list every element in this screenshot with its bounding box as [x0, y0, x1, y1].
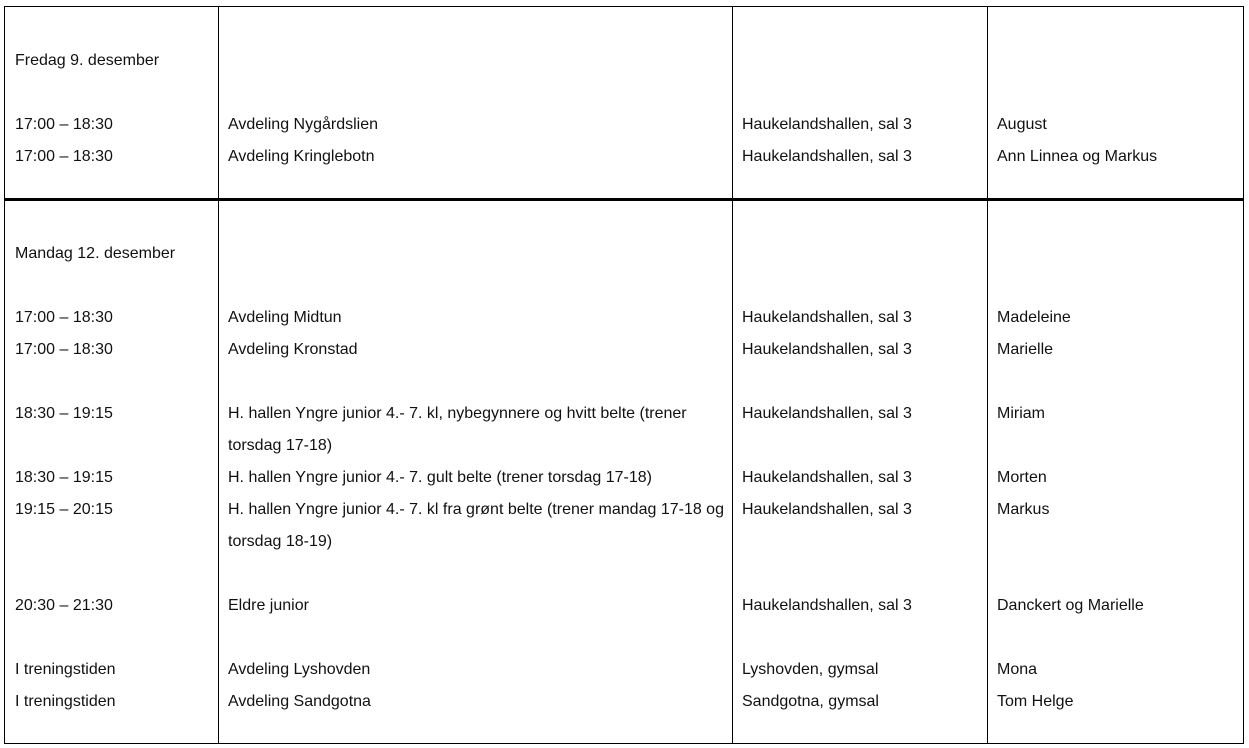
row-activity: H. hallen Yngre junior 4.- 7. kl, nybegynnere og hvitt belte (trener torsdag 17-18) [228, 405, 687, 454]
row-location: Haukelandshallen, sal 3 [742, 405, 912, 422]
row-trainer: Mona [997, 661, 1038, 678]
row-time: 17:00 – 18:30 [15, 341, 113, 358]
column-divider [218, 7, 219, 198]
row-location: Haukelandshallen, sal 3 [742, 501, 912, 518]
row-activity: Avdeling Sandgotna [228, 693, 371, 710]
column-divider [732, 201, 733, 743]
schedule-table [4, 6, 1244, 744]
column-divider [732, 7, 733, 198]
column-divider [218, 201, 219, 743]
row-time: 20:30 – 21:30 [15, 597, 113, 614]
row-location: Haukelandshallen, sal 3 [742, 597, 912, 614]
row-activity: Avdeling Kringlebotn [228, 148, 375, 165]
row-trainer: Ann Linnea og Markus [997, 148, 1158, 165]
column-divider [987, 7, 988, 198]
row-activity: Avdeling Lyshovden [228, 661, 371, 678]
row-trainer: Madeleine [997, 309, 1071, 326]
row-trainer: Tom Helge [997, 693, 1074, 710]
row-activity: H. hallen Yngre junior 4.- 7. gult belte (trener torsdag 17-18) [228, 469, 652, 486]
row-trainer: August [997, 116, 1047, 133]
row-activity: Avdeling Midtun [228, 309, 342, 326]
schedule-section-mandag [4, 199, 1244, 744]
row-location: Haukelandshallen, sal 3 [742, 309, 912, 326]
row-activity: Avdeling Kronstad [228, 341, 358, 358]
row-location: Sandgotna, gymsal [742, 693, 879, 710]
row-time: 17:00 – 18:30 [15, 148, 113, 165]
row-time: 18:30 – 19:15 [15, 405, 113, 422]
row-location: Lyshovden, gymsal [742, 661, 879, 678]
row-location: Haukelandshallen, sal 3 [742, 341, 912, 358]
column-divider [987, 201, 988, 743]
section-date: Mandag 12. desember [15, 245, 176, 262]
row-location: Haukelandshallen, sal 3 [742, 116, 912, 133]
section-date: Fredag 9. desember [15, 52, 160, 69]
schedule-section-fredag [4, 6, 1244, 199]
row-trainer: Danckert og Marielle [997, 597, 1144, 614]
row-time: 17:00 – 18:30 [15, 309, 113, 326]
row-activity: Eldre junior [228, 597, 309, 614]
row-activity: Avdeling Nygårdslien [228, 116, 379, 133]
row-trainer: Markus [997, 501, 1050, 518]
row-time: 17:00 – 18:30 [15, 116, 113, 133]
row-time: I treningstiden [15, 693, 116, 710]
row-trainer: Marielle [997, 341, 1054, 358]
row-time: I treningstiden [15, 661, 116, 678]
row-trainer: Miriam [997, 405, 1045, 422]
row-activity: H. hallen Yngre junior 4.- 7. kl fra grønt belte (trener mandag 17-18 og torsdag 18-19) [228, 501, 724, 550]
row-time: 18:30 – 19:15 [15, 469, 113, 486]
row-location: Haukelandshallen, sal 3 [742, 148, 912, 165]
row-time: 19:15 – 20:15 [15, 501, 113, 518]
row-trainer: Morten [997, 469, 1047, 486]
row-location: Haukelandshallen, sal 3 [742, 469, 912, 486]
